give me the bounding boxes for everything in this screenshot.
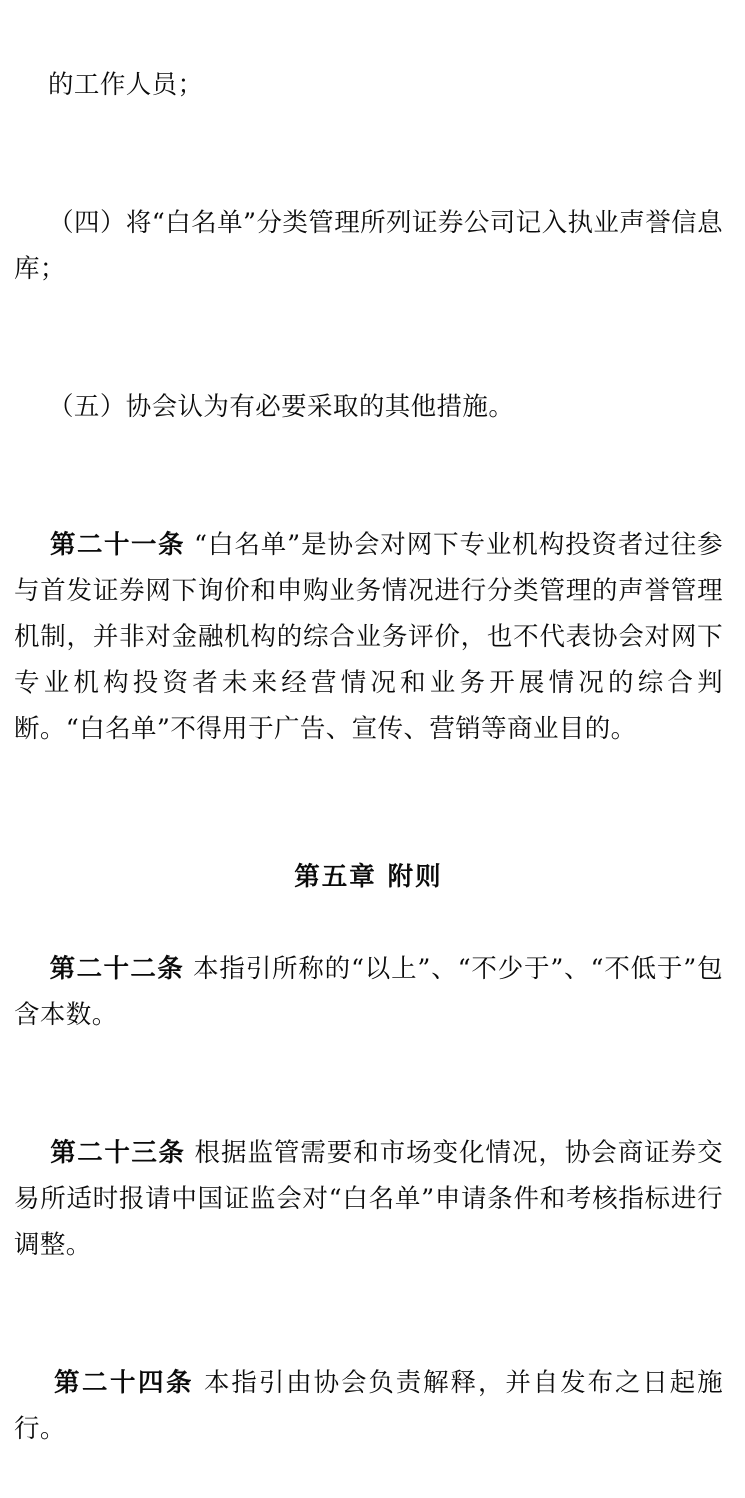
article-label: 第二十四条 (54, 1368, 194, 1398)
article-text: 根据监管需要和市场变化情况，协会商证券交易所适时报请中国证监会对“白名单”申请条件和考核指标进行调整。 (14, 1138, 723, 1260)
article-21 (14, 476, 723, 798)
article-text: 本指引由协会负责解释，并自发布之日起施行。 (14, 1368, 724, 1444)
article-label: 第二十二条 (49, 954, 185, 984)
list-item-five (14, 338, 723, 476)
list-item-text: （五）协会认为有必要采取的其他措施。 (48, 392, 515, 422)
article-22 (14, 900, 723, 1084)
paragraph-continuation (14, 16, 723, 154)
article-24 (14, 1314, 723, 1498)
paragraph-text: 的工作人员； (48, 70, 204, 100)
article-23 (14, 1084, 723, 1314)
article-label: 第二十一条 (50, 530, 186, 560)
section-spacer (14, 798, 723, 854)
list-item-four (14, 154, 723, 338)
article-label: 第二十三条 (50, 1138, 186, 1168)
article-text: 本指引所称的“以上”、“不少于”、“不低于”包含本数。 (14, 954, 723, 1030)
article-text: “白名单”是协会对网下专业机构投资者过往参与首发证券网下询价和申购业务情况进行分类管理的声誉管理机制，并非对金融机构的综合业务评价，也不代表协会对网下专业机构投资者未来经营情况和业务开展情况的综合判断。“白名单”不得用于广告、宣传、营销等商业目的。 (14, 530, 723, 744)
chapter-heading: 第五章 附则 (294, 862, 443, 892)
list-item-text: （四）将“白名单”分类管理所列证券公司记入执业声誉信息库； (14, 208, 723, 284)
